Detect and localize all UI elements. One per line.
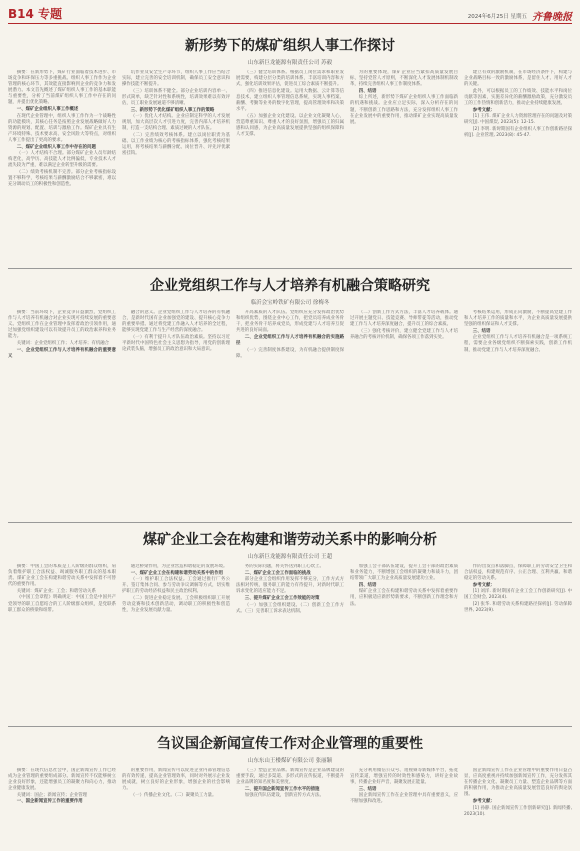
paragraph: （一）维护职工合法权益。工会通过推行厂务公开、签订集体合同、参与劳动争议调解等方式，切实维护职工的劳动经济权益和民主政治权利。 [122, 577, 230, 595]
paragraph: （二）完善绩效考核体系。建立以岗位职责为基础、以工作业绩为核心的考核指标体系，强化考核结果运用，将考核结果与薪酬分配、岗位晋升、评先评优紧密挂钩。 [122, 132, 230, 157]
subheading: 一、煤矿企业组织人事工作概述 [16, 107, 79, 113]
brand-logo: 齐鲁晚报 [532, 12, 572, 23]
paragraph: 建立有效的激励机制，在市场经济条件下，构建与企业战略目标一致的激励体系，是留住人才、用好人才的关键。 [464, 70, 572, 88]
section-divider [8, 268, 572, 269]
article-byline: 山东新巨龙能源有限责任公司 王超 [247, 554, 333, 560]
subheading: 二、企业党组织工作与人才培养有机融合的实施路径 [236, 334, 344, 346]
subheading: 参考文献： [472, 107, 495, 113]
subheading: 参考文献： [472, 582, 495, 588]
paragraph: 部分企业工会组织作用发挥不够充分，工作方式方法相对传统，服务职工的能力有待提升，对新时代职工诉求变化的适应能力不足。 [236, 577, 344, 595]
article-title: 煤矿企业工会在构建和谐劳动关系中的影响分析 [143, 532, 437, 548]
paragraph: 务的实际问题，将关怀送到职工心坎上。 [244, 564, 324, 569]
paragraph: 企业党组织工作与人才培养有机融合是一项系统工程，需要企业各级党组织不断探索实践，创新工作机制，推动党建工作与人才培养深度融合。 [464, 335, 572, 353]
paragraph: （一）传播企业文化。（二）凝聚员工力量。 [130, 792, 217, 798]
text-column [236, 310, 344, 517]
paragraph: 《中国工会章程》明确规定：中国工会是中国共产党领导的职工自愿结合的工人阶级群众组织，是党联系职工群众的桥梁和纽带。 [8, 595, 116, 613]
text-column [350, 310, 458, 517]
text-column [122, 70, 230, 264]
paragraph: 国企新闻宣传工作在企业管理中的重要作用日益凸显，应高度重视并持续加强新闻宣传工作，充分发挥其在传播企业文化、凝聚员工力量、塑造企业品牌等方面的积极作用，为推动企业高质量发展营造良好的舆论氛围。 [464, 768, 572, 798]
paragraph: 在现代企业管理中，组织人事工作作为一个战略性的功能模块，其核心任务是按照企业发展战略做好人力资源的规划、配置、培训与激励工作。煤矿企业具有生产环境特殊、技术要求高、安全风险大等特点，对组织人事工作提出了更高的要求。 [8, 113, 116, 144]
paragraph: 摘要：中国工会的本质是工人阶级的群众组织，肩负着维护职工合法权益、竭诚服务职工群众的基本职责。煤矿企业工会在构建和谐劳动关系中发挥着不可替代的重要作用。 [8, 564, 116, 588]
masthead [8, 6, 572, 24]
paragraph: 加强工会干部队伍建设，提升工会干部的政治素质和业务能力，不断增强工会组织的凝聚力和战斗力，团结带领广大职工为企业高质量发展建功立业。 [350, 564, 458, 582]
subheading: 三、新形势下优化煤矿组织人事工作的策略 [130, 107, 215, 113]
subheading: 二、煤矿企业组织人事工作中存在的问题 [16, 144, 96, 150]
article-body [8, 310, 572, 517]
subheading: 三、结语 [358, 786, 377, 792]
reference: [2] 张华. 和谐劳动关系构建路径探析[J]. 劳动保障世界, 2023(9). [464, 602, 572, 614]
paragraph: 的重要作用，新闻宣传可以促进企业内部管理信息的有效传递，提高企业管理效率，同时对外展示企业发展成就，树立良好的企业形象，增强企业的社会影响力。 [122, 768, 230, 792]
paragraph: （二）绩效考核机制不完善。部分企业考核指标设置不够科学，考核结果与薪酬激励结合不够紧密，难以充分调动员工的积极性和创造性。 [8, 170, 116, 188]
paragraph: （一）完善制度体系建设，为有机融合提供制度保障。 [236, 347, 344, 359]
subheading: 一、煤矿企业工会在构建和谐劳动关系中的作用 [130, 570, 224, 576]
issue-weekday: 星期五 [510, 13, 527, 20]
text-column [122, 564, 230, 720]
paragraph: 此外，可以根据员工的工作绩效、技能水平和岗位贡献等因素，实施差异化的薪酬激励政策，充分激发员工的工作热情和创新活力，推动企业持续健康发展。 [464, 88, 572, 106]
text-column [464, 310, 572, 517]
paragraph: （一）人才结构不合理。部分煤矿企业人员年龄结构老化，高学历、高技能人才比例偏低，专业技术人才流失较为严重，难以满足企业转型升级的需要。 [8, 151, 116, 169]
page-label [8, 6, 62, 22]
paragraph: 作的出发点和落脚点，保障职工的劳动安全卫生和合法权益，构建规范有序、公正合理、互利共赢、和谐稳定的劳动关系。 [464, 564, 572, 582]
text-column [350, 564, 458, 720]
text-column [122, 310, 230, 517]
text-column [8, 564, 116, 720]
section-name: 专题 [38, 7, 63, 21]
article-byline: 山东新巨龙能源有限责任公司 苏毅 [247, 60, 333, 66]
text-column [350, 70, 458, 264]
text-column [8, 310, 116, 517]
paragraph: （四）推进信息化建设。运用大数据、云计算等信息技术，建立组织人事管理信息系统，实现人事档案、薪酬、考勤等业务的数字化管理，提高管理效率和决策水平。 [236, 88, 344, 113]
paragraph: 升高素质的人才队伍。党组织应充分发挥政治优势和组织优势，围绕企业中心工作，把党员培养成业务骨干，把业务骨干培养成党员，形成党建与人才培养互促共进的良好局面。 [236, 310, 344, 334]
article-byline: 山东东山王楼煤矿有限公司 张丽颖 [247, 758, 333, 764]
paragraph: （三）健全培训体系。根据员工岗位需求和职业发展需要，构建分层分类的培训体系，丰富培训内容和方式，强化培训效果评估，促进员工综合素质不断提升。 [236, 70, 344, 88]
paragraph: （三）培训体系不健全。部分企业培训内容单一、形式简单，缺乏针对性和系统性，培训效果难以有效评估，员工职业发展通道不够清晰。 [122, 88, 230, 106]
paragraph: 融合的意义。企业党组织工作与人才培养的有机融合，是新时代国有企业加强党的建设、提升核心竞争力的重要举措。通过将党建工作融入人才培养的全过程，能够实现党建工作与生产经营的深度融合。 [122, 310, 230, 334]
subheading: 二、煤矿企业工会工作面临的挑战 [244, 570, 311, 576]
reference: [2] 李明. 新时期国有企业组织人事工作创新路径探析[J]. 企业管理, 2023(8): 45-47. [464, 126, 572, 138]
paragraph: 煤矿企业工会在构建和谐劳动关系中发挥着重要作用，应积极适应新形势新要求，不断创新工作理念和方法。 [350, 589, 458, 607]
paragraph: 通过桥梁作用，为企业营造和谐稳定的发展环境。 [130, 564, 228, 569]
text-column [236, 70, 344, 264]
text-column [464, 70, 572, 264]
text-column [122, 768, 230, 846]
paragraph: （二）促进企业稳定发展。工会积极组织职工开展劳动竞赛和技术创新活动，调动职工的积极性和创造性，为企业发展贡献力量。 [122, 595, 230, 614]
section-divider [8, 726, 572, 727]
article-body [8, 564, 572, 720]
section-divider [8, 522, 572, 523]
article-title: 刍议国企新闻宣传工作对企业管理的重要性 [157, 736, 423, 752]
reference: [1] 孙静. 国企新闻宣传工作创新研究[J]. 新闻传播, 2023(10). [464, 805, 572, 817]
paragraph: 摘要：当前环境下，企业竞争日益激烈，党组织工作与人才培养有机融合对企业实现可持续发展的重要意义。党组织工作在企业管理中发挥着政治引领作用，通过加强党组织建设可以有效提升员工的政治素养和业务能力。 [8, 310, 116, 340]
paragraph: 关键词：煤矿企业；工会；和谐劳动关系 [16, 588, 96, 594]
subheading: 一、国企新闻宣传工作的重要作用 [16, 799, 83, 805]
paragraph: 国企新闻宣传工作在企业管理中具有重要意义，应不断加强和改进。 [350, 793, 458, 805]
reference: [1] 刘洋. 新时期国有企业工会工作创新研究[J]. 中国工会财会, 2023(4). [464, 589, 572, 601]
paragraph: 关键词：企业党组织工作；人才培养；有机融合 [16, 340, 110, 346]
paragraph: （一）优化人才结构。企业应制定科学的人才发展规划，加大高层次人才引进力度，完善内部人才培养机制，打造一支结构合理、素质过硬的人才队伍。 [122, 114, 230, 132]
subheading: 三、提升煤矿企业工会工作效能的对策 [244, 595, 320, 601]
paragraph: 摘要：在新形势下，煤矿行业面临着技术进步、市场竞争和环保压力等多重挑战。组织人事工作作为企业管理的核心环节，其效能直接影响到企业的竞争力和发展潜力。本文首先概述了煤矿组织人事工作的基本职能与重要性，分析了当前煤矿组织人事工作中存在的问题，并提出优化策略。 [8, 70, 116, 106]
text-column [236, 564, 344, 720]
paragraph: （二）创新工作方式方法，丰富人才培养载体。通过开展主题党日、技能竞赛、导师带徒等活动，推动党建工作与人才培养深度融合，提升员工的综合素质。 [350, 310, 458, 328]
subheading: 参考文献： [472, 798, 495, 804]
paragraph: 坑作业及安全生产等环节，组织人事工作应当结合实际，建立完善的安全培训机制，确保员工安全意识和操作技能不断提升。 [122, 70, 230, 88]
paragraph: （五）加强企业文化建设。以企业文化凝聚人心，营造尊重知识、尊重人才的良好氛围，增强员工的归属感和认同感，为企业高质量发展提供坚强的组织保障和人才支撑。 [236, 113, 344, 137]
paragraph: （一）有利于提升人才队伍政治素质。坚持以习近平新时代中国特色社会主义思想为指导，用党的创新理论武装头脑，增强员工的政治意识和大局意识。 [122, 334, 230, 353]
text-column [236, 768, 344, 846]
article-byline: 临沂会宝岭铁矿有限公司 徐梅冬 [250, 300, 330, 306]
masthead-info [468, 8, 572, 23]
article-body [8, 70, 572, 264]
paragraph: （三）塑造企业品牌。新闻宣传是企业品牌建设的重要手段，通过多渠道、多形式的宣传报道，不断提升企业品牌的知名度和美誉度。 [236, 768, 344, 786]
article-body [8, 768, 572, 846]
paragraph: （一）加强工会组织建设。（二）创新工会工作方式。（三）完善职工诉求表达机制。 [236, 602, 344, 614]
paragraph: 关键词：国企；新闻宣传；企业管理 [16, 792, 88, 798]
subheading: 一、企业党组织工作与人才培养有机融合的重要意义 [8, 347, 116, 359]
paragraph: 考核结果运用，形成正向激励，不断提高党建工作和人才培养工作的质量和水平，为企业高质量发展提供坚强的组织保证和人才支撑。 [464, 310, 572, 328]
text-column [464, 768, 572, 846]
article-title: 企业党组织工作与人才培养有机融合策略研究 [150, 278, 430, 294]
page-number: B14 [8, 7, 34, 21]
paragraph: （三）强化考核评价，建立健全党建工作与人才培养融合的考核评价机制，确保各项工作落到实处。 [350, 328, 458, 340]
subheading: 二、提升国企新闻宣传工作水平的措施 [244, 786, 320, 792]
subheading: 四、结语 [358, 88, 377, 94]
text-column [464, 564, 572, 720]
text-column [8, 70, 116, 264]
article-title: 新形势下的煤矿组织人事工作探讨 [185, 38, 395, 54]
paragraph: 充分利用微信公众号、短视频等新媒体平台，拓宽宣传渠道，增强宣传的时效性和感染力，讲好企业故事，传播企业好声音，凝聚发展正能量。 [350, 768, 458, 786]
paragraph: 为的重要体现，煤矿企业应当紧扣高质量发展目标，坚持党管人才原则，不断深化人才发展体制机制改革，持续完善组织人事工作制度体系。 [350, 70, 458, 88]
paragraph: 综上所述，新形势下煤矿企业组织人事工作面临新的机遇和挑战。企业应立足实际，深入分析存在的问题，不断创新工作思路和方法，充分发挥组织人事工作在企业发展中的重要作用，推动煤矿企业实现高质量发展。 [350, 95, 458, 125]
text-column [350, 768, 458, 846]
text-column [8, 768, 116, 846]
subheading: 四、结语 [358, 582, 377, 588]
paragraph: 摘要：在现代信息社会中，国企新闻宣传工作已经成为企业管理的重要组成部分。新闻宣传不仅能够树立企业良好形象，还能增强员工的凝聚力和向心力，推动企业健康发展。 [8, 768, 116, 792]
subheading: 三、结语 [472, 328, 491, 334]
issue-date: 2024年6月25日 [467, 13, 509, 20]
paragraph: 加强宣传队伍建设，创新宣传方式方法。 [244, 793, 324, 799]
reference: [1] 王伟. 煤矿企业人力资源管理存在的问题及对策研究[J]. 中国煤炭, 2023(5): 12-15. [464, 114, 572, 126]
